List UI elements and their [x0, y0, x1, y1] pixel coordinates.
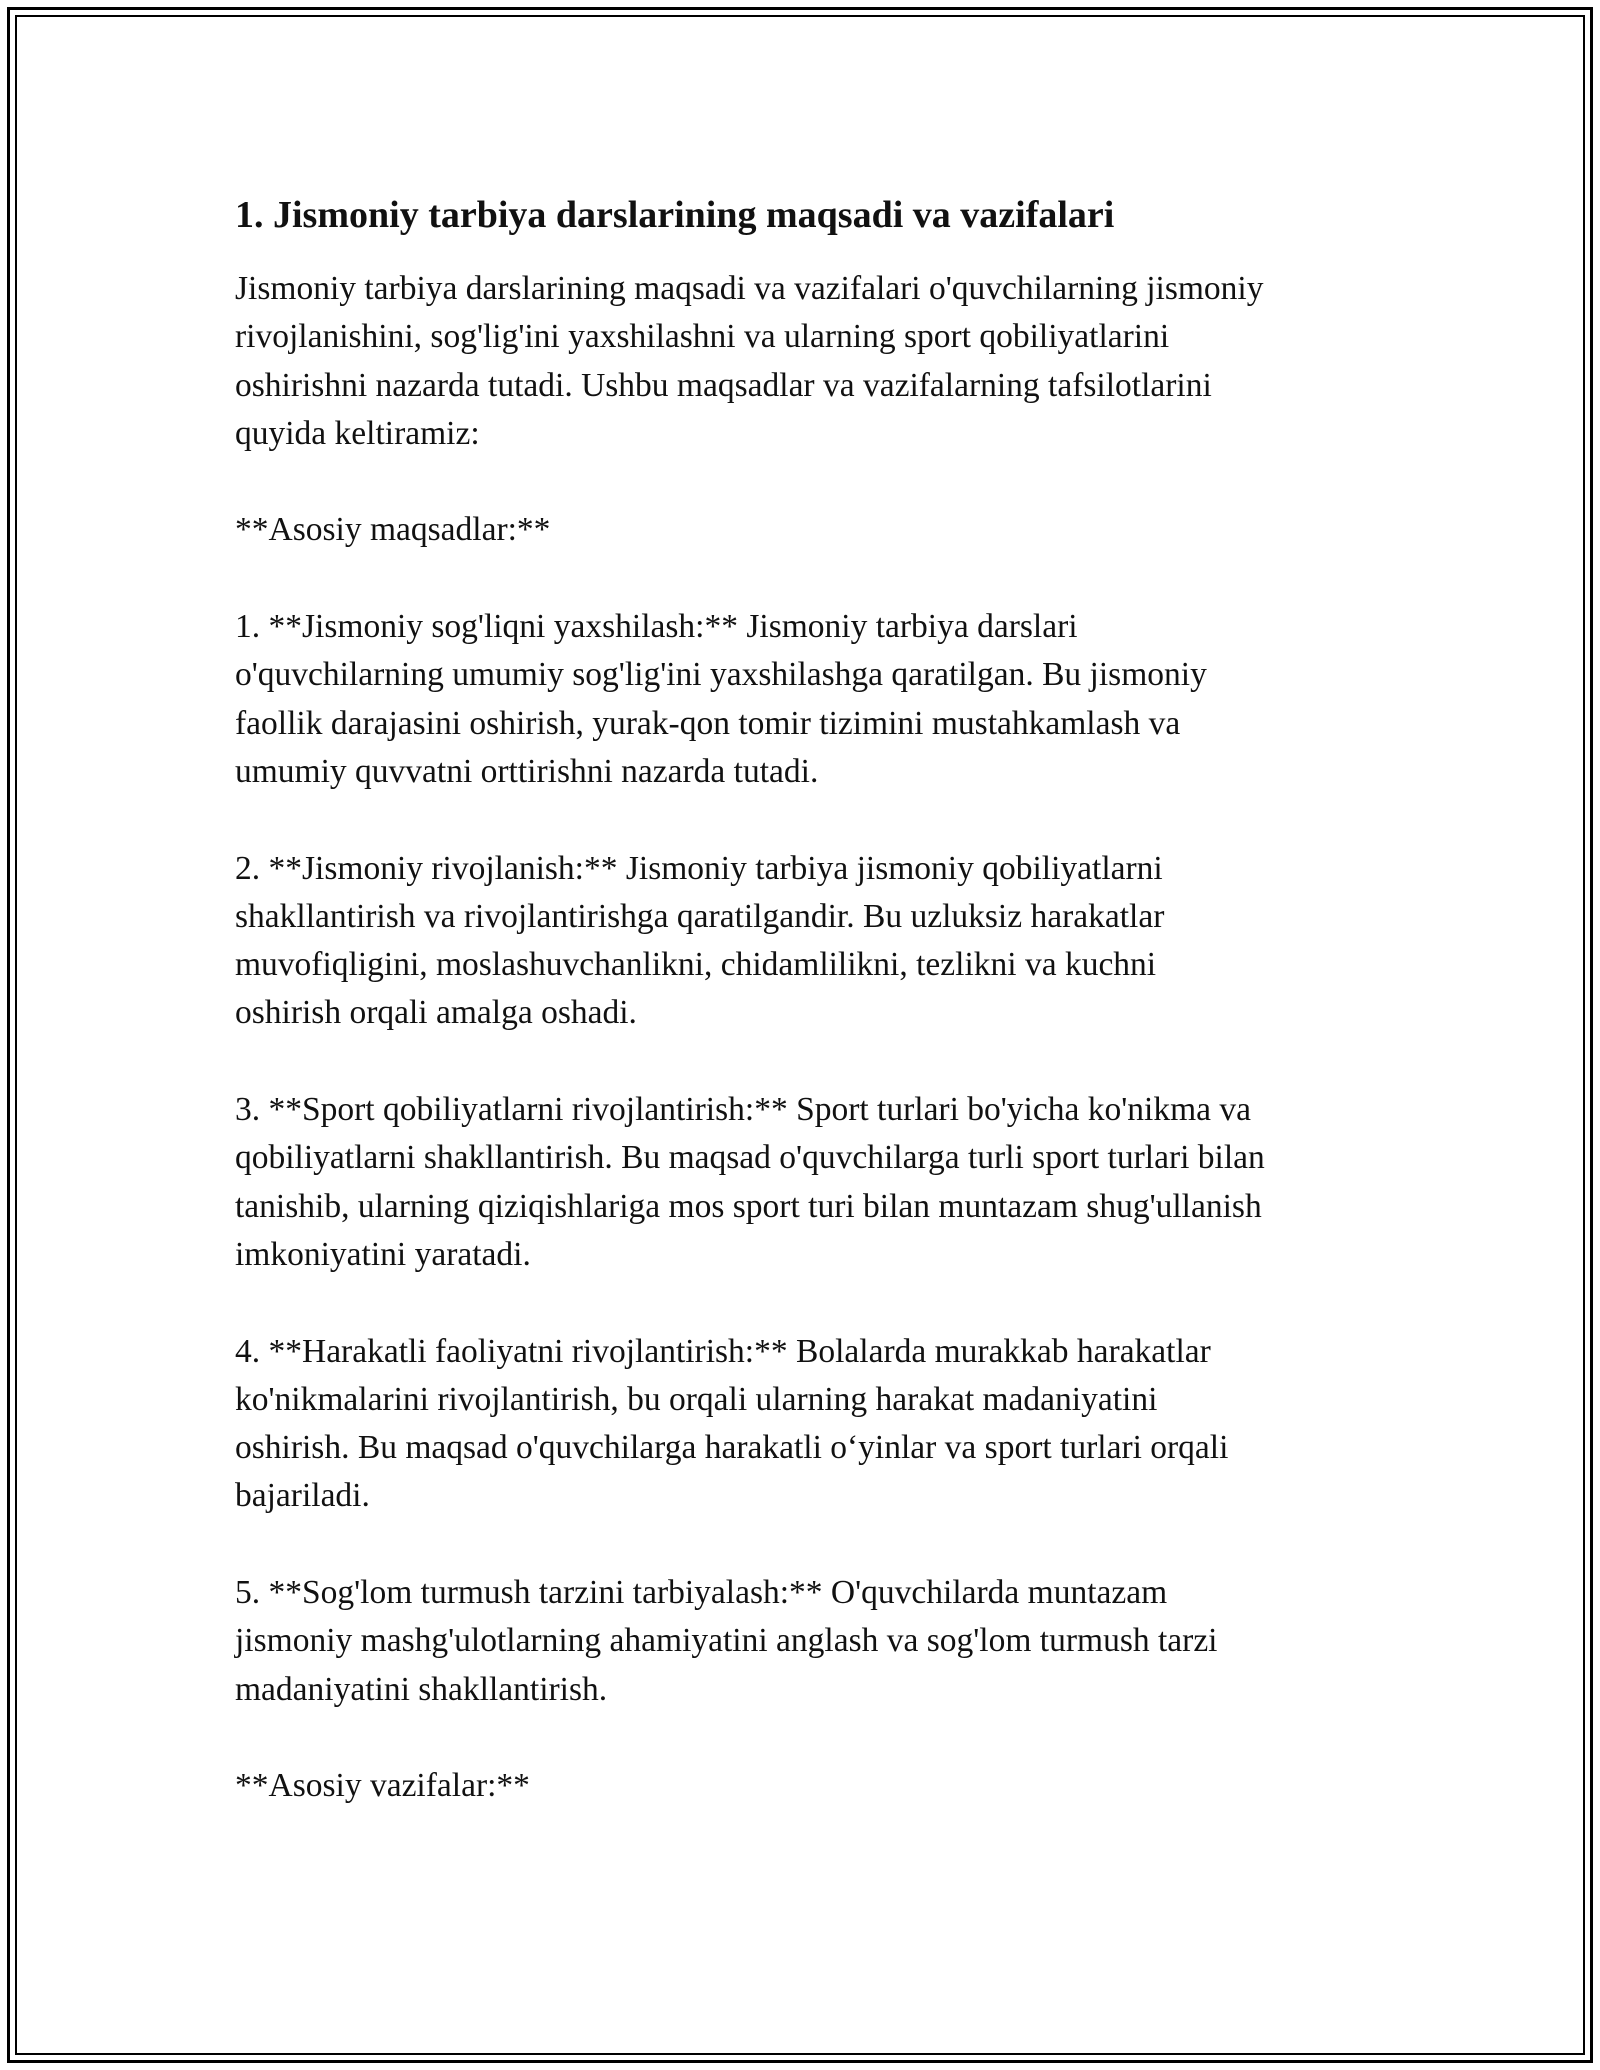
goal-item-3: 3. **Sport qobiliyatlarni rivojlantirish:** Sport turlari bo'yicha ko'nikma va qobiliyatlarni shakllantirish. Bu maqsad o'quvchilarga turli sport turlari bilan tanishib, ularning qiziqishlariga mos sport turi bilan muntazam shug'ullanish imkoniyatini yaratadi.: [235, 1091, 1265, 1273]
goal-item-2: 2. **Jismoniy rivojlanish:** Jismoniy tarbiya jismoniy qobiliyatlarni shakllantirish va rivojlantirishga qaratilgandir. Bu uzluksiz harakatlar muvofiqligini, moslashuvchanlikni, chidamlilikni, tezlikni va kuchni oshirish orqali amalga oshadi.: [235, 849, 1165, 1032]
document-title: 1. Jismoniy tarbiya darslarining maqsadi va vazifalari: [235, 194, 1115, 236]
document-body: [235, 185, 1385, 1859]
goals-heading: **Asosiy maqsadlar:**: [235, 511, 551, 549]
goal-item-4: 4. **Harakatli faoliyatni rivojlantirish:** Bolalarda murakkab harakatlar ko'nikmalarini rivojlantirish, bu orqali ularning harakat madaniyatini oshirish. Bu maqsad o'quvchilarga harakatli o‘yinlar va sport turlari orqali bajariladi.: [235, 1332, 1229, 1515]
intro-paragraph: Jismoniy tarbiya darslarining maqsadi va vazifalari o'quvchilarning jismoniy rivojlanishini, sog'lig'ini yaxshilashni va ularning sport qobiliyatlarini oshirishni nazarda tutadi. Ushbu maqsadlar va vazifalarning tafsilotlarini quyida keltiramiz:: [235, 270, 1264, 452]
tasks-heading: **Asosiy vazifalar:**: [235, 1767, 530, 1805]
goal-item-5: 5. **Sog'lom turmush tarzini tarbiyalash:** O'quvchilarda muntazam jismoniy mashg'ulotlarning ahamiyatini anglash va sog'lom turmush tarzi madaniyatini shakllantirish.: [235, 1574, 1218, 1708]
goal-item-1: 1. **Jismoniy sog'liqni yaxshilash:** Jismoniy tarbiya darslari o'quvchilarning umumiy sog'lig'ini yaxshilashga qaratilgan. Bu jismoniy faollik darajasini oshirish, yurak-qon tomir tizimini mustahkamlash va umumiy quvvatni orttirishni nazarda tutadi.: [235, 608, 1207, 790]
